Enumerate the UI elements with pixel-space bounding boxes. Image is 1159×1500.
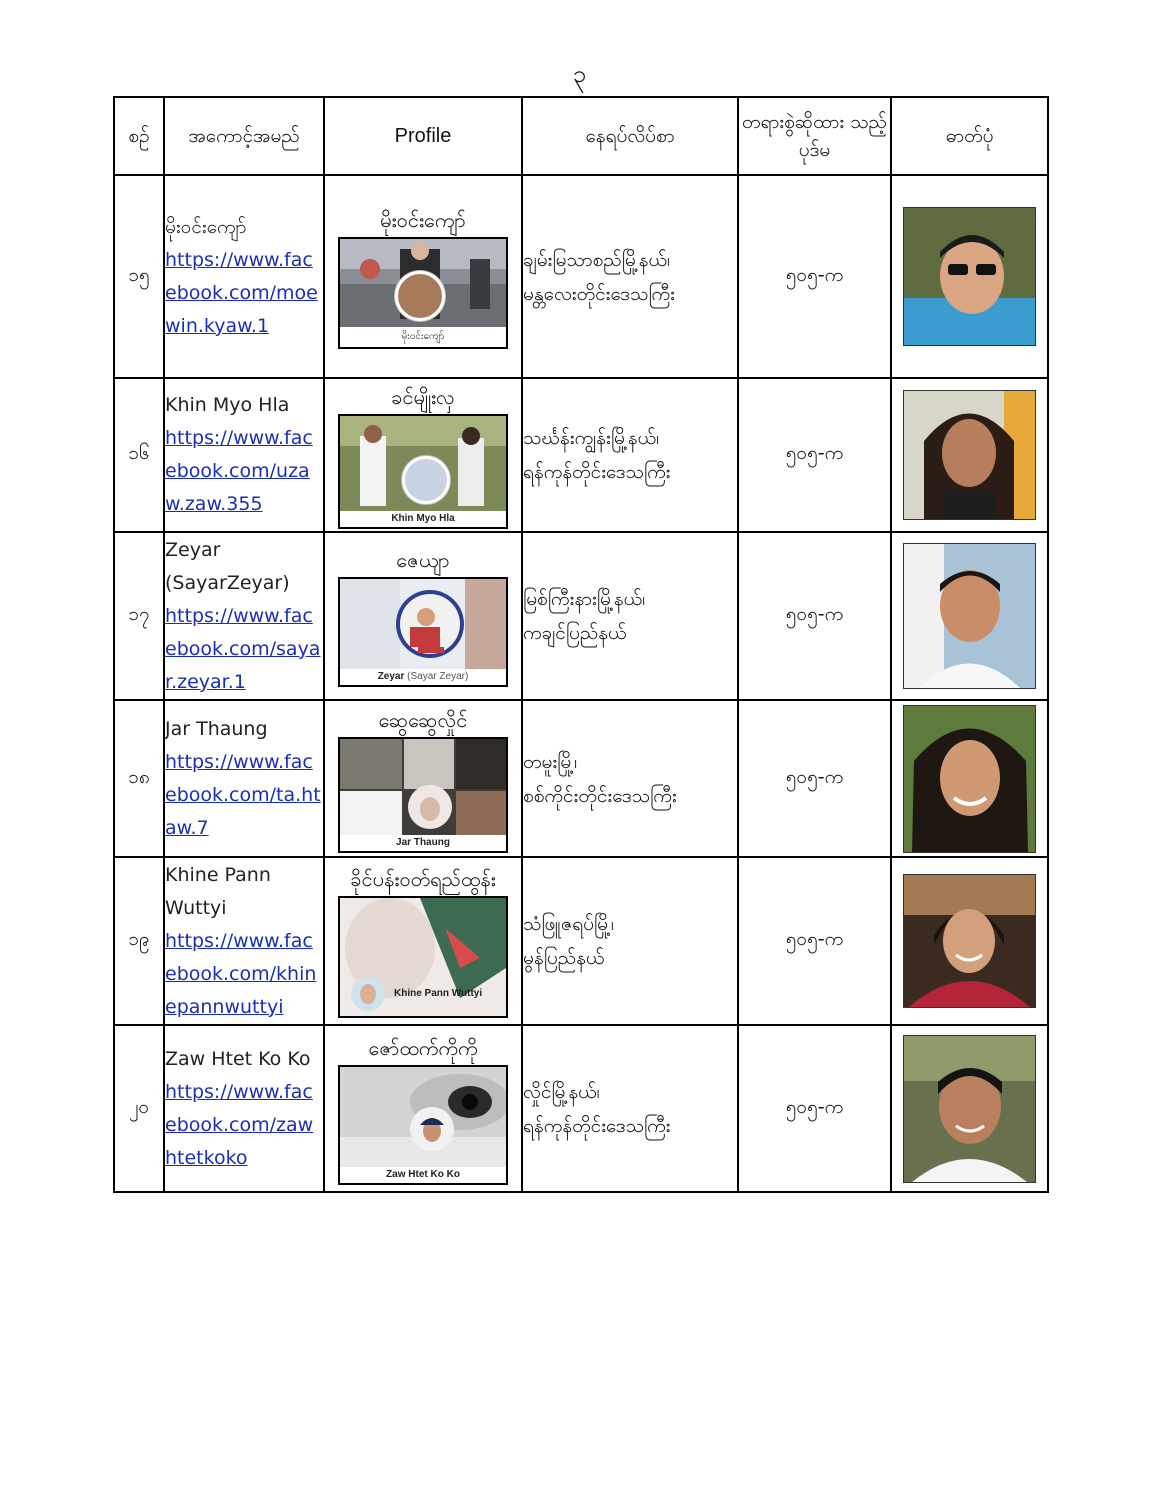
address-cell [522,857,738,1025]
account-name: Khin Myo Hla [165,394,290,416]
section-cell: ၅၀၅-က [738,378,891,532]
row-number: ၁၅ [114,175,164,378]
account-name: Zeyar (SayarZeyar) [165,538,290,594]
cover-photo [340,739,506,835]
header-no: စဉ် [114,97,164,175]
account-link[interactable]: https://www.facebook.com/zawhtetkoko [165,1080,314,1169]
table-row [114,175,1048,378]
account-cell [164,857,324,1025]
profile-screenshot [338,896,508,1018]
row-number: ၁၇ [114,532,164,700]
profile-cell [324,378,522,532]
address-cell [522,378,738,532]
section-cell: ၅၀၅-က [738,175,891,378]
account-name: Zaw Htet Ko Ko [165,1047,311,1070]
avatar [402,456,450,504]
row-number: ၁၈ [114,700,164,857]
cover-photo [340,1067,506,1167]
address-line: မြစ်ကြီးနားမြို့နယ်၊ [523,588,646,610]
page-number: ၃ [572,60,587,88]
account-cell [164,1025,324,1192]
table-row [114,857,1048,1025]
row-number: ၁၆ [114,378,164,532]
profile-screenshot [338,577,508,687]
account-name: Jar Thaung [165,717,268,740]
table-row [114,700,1048,857]
address-line: တမူးမြို့၊ [523,750,578,773]
address-line: မွန်ပြည်နယ် [523,947,605,969]
account-name: မိုးဝင်းကျော် [165,215,247,238]
profile-screenshot [338,1065,508,1185]
profile-screenshot [338,237,508,349]
photo-cell [891,700,1048,857]
profile-card-name: Khin Myo Hla [391,512,455,524]
profile-title: မိုးဝင်းကျော် [380,207,466,232]
header-account-name: အကောင့်အမည် [164,97,324,175]
profile-card-name-sub: (Sayar Zeyar) [407,671,469,682]
account-cell [164,700,324,857]
address-line: ရန်ကုန်တိုင်းဒေသကြီး [523,461,671,483]
profile-title: ဇော်ထက်ကိုကို [368,1035,478,1060]
profile-card-name [340,669,506,685]
avatar [395,271,445,321]
profile-cell [324,532,522,700]
account-cell [164,378,324,532]
section-cell: ၅၀၅-က [738,857,891,1025]
profile-title: ဆွေဆွေလှိုင် [378,707,468,732]
table-row [114,378,1048,532]
address-line: မန္တလေးတိုင်းဒေသကြီး [523,282,675,305]
profile-title: ဇေယျာ [396,548,450,572]
header-address: နေရပ်လိပ်စာ [522,97,738,175]
photo-cell [891,1025,1048,1192]
section-cell: ၅၀၅-က [738,1025,891,1192]
address-cell [522,175,738,378]
address-line: လှိုင်မြို့နယ်၊ [523,1080,600,1103]
profile-title: ခိုင်ပန်းဝတ်ရည်ထွန်း [350,867,496,891]
account-cell [164,532,324,700]
profile-card-name: Zaw Htet Ko Ko [386,1168,460,1180]
row-number: ၂၀ [114,1025,164,1192]
address-line: ကချင်ပြည်နယ် [523,622,627,644]
address-cell [522,532,738,700]
person-photo [903,390,1036,520]
cover-photo [340,579,506,669]
profile-card-name: Jar Thaung [396,836,450,848]
profile-card-name: မိုးဝင်းကျော် [401,330,445,342]
address-line: သံဖြူဇရပ်မြို့၊ [523,913,614,935]
section-cell: ၅၀၅-က [738,700,891,857]
profile-cell [324,175,522,378]
address-line: ရန်ကုန်တိုင်းဒေသကြီး [523,1114,671,1137]
address-line: စစ်ကိုင်းတိုင်းဒေသကြီး [523,784,677,807]
account-link[interactable]: https://www.facebook.com/ta.htaw.7 [165,750,321,839]
account-link[interactable]: https://www.facebook.com/uzaw.zaw.355 [165,427,313,515]
row-number: ၁၉ [114,857,164,1025]
person-photo [903,207,1036,346]
address-cell [522,700,738,857]
table-row [114,1025,1048,1192]
person-photo [903,543,1036,689]
header-row [114,97,1048,175]
address-line: ချမ်းမြသာစည်မြို့နယ်၊ [523,248,670,271]
account-link[interactable]: https://www.facebook.com/khinepannwuttyi [165,929,317,1018]
address-cell [522,1025,738,1192]
header-photo: ဓာတ်ပုံ [891,97,1048,175]
photo-cell [891,532,1048,700]
account-cell [164,175,324,378]
profile-screenshot [338,737,508,853]
address-line: သင်္ဃန်းကျွန်းမြို့နယ်၊ [523,427,660,449]
account-name: Khine Pann Wuttyi [165,863,271,919]
person-photo [903,1035,1036,1183]
table-row [114,532,1048,700]
person-photo [903,705,1036,853]
photo-cell [891,857,1048,1025]
account-link[interactable]: https://www.facebook.com/sayar.zeyar.1 [165,604,321,693]
profile-title: ခင်မျိုးလှ [391,384,455,409]
profile-card-name: Khine Pann Wuttyi [394,988,483,999]
profile-cell [324,857,522,1025]
profile-cell [324,700,522,857]
person-photo [903,874,1036,1008]
account-link[interactable]: https://www.facebook.com/moewin.kyaw.1 [165,248,318,337]
accounts-table [113,96,1049,1193]
header-profile: Profile [324,97,522,175]
profile-cell [324,1025,522,1192]
photo-cell [891,175,1048,378]
header-section: တရားစွဲဆိုထား သည့်ပုဒ်မ [738,97,891,175]
section-cell: ၅၀၅-က [738,532,891,700]
photo-cell [891,378,1048,532]
profile-card-name-main: Zeyar [377,671,405,682]
profile-screenshot [338,414,508,529]
